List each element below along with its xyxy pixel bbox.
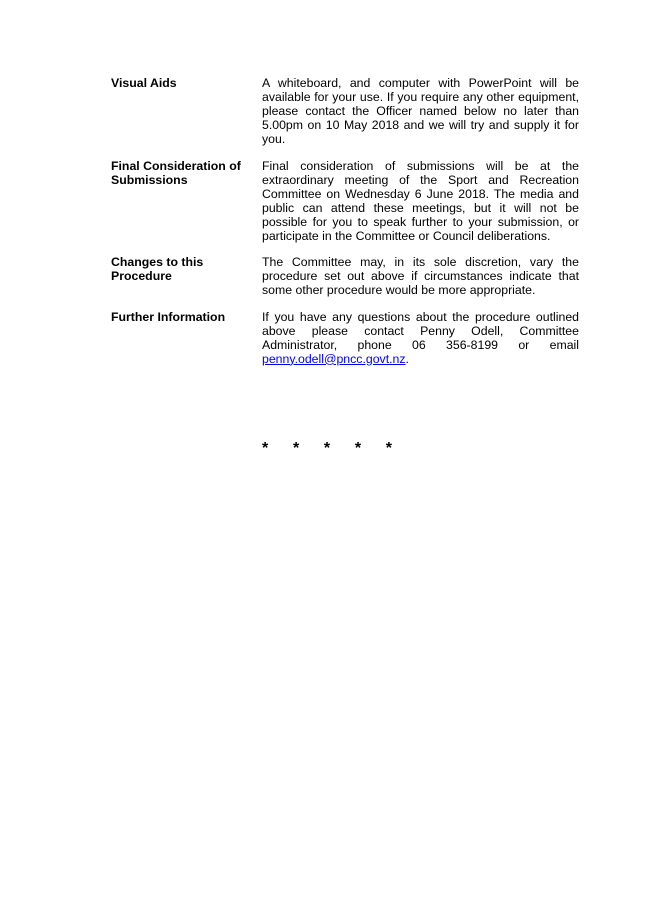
- separator-star: *: [262, 440, 269, 457]
- separator-star: *: [323, 440, 331, 457]
- end-separator: [262, 440, 392, 458]
- label-line-2: Submissions: [111, 172, 188, 187]
- section-text-final-consideration: Final consideration of submissions will be at the extraordinary meeting of the Sport and Recreation Committee on Wednesday 6 June 2018. The media and public can attend these meetings, but it will not be possible for you to speak further to your submission, or participate in the Committee or Council deliberations.: [262, 159, 579, 243]
- section-label-visual-aids: Visual Aids: [111, 76, 177, 90]
- separator-star: *: [354, 440, 362, 457]
- section-label-changes: [111, 256, 251, 284]
- separator-star: *: [385, 440, 392, 457]
- section-text-changes: The Committee may, in its sole discretion, vary the procedure set out above if circumstances indicate that some other procedure would be more appropriate.: [262, 255, 579, 297]
- separator-star: *: [292, 440, 300, 457]
- section-label-final-consideration: [111, 160, 251, 188]
- further-info-text: If you have any questions about the procedure outlined above please contact Penny Odell, Committee Administrator, phone 06 356-8199 or email: [262, 310, 579, 352]
- trailing-period: .: [405, 351, 409, 366]
- section-text-further-information: [262, 311, 579, 367]
- email-link[interactable]: penny.odell@pncc.govt.nz: [262, 351, 406, 366]
- label-line-1: Final Consideration of: [111, 159, 241, 173]
- section-label-further-information: Further Information: [111, 310, 226, 324]
- section-text-visual-aids: A whiteboard, and computer with PowerPoint will be available for your use. If you require any other equipment, please contact the Officer named below no later than 5.00pm on 10 May 2018 and we will try and supply it for you.: [262, 76, 579, 146]
- label-line-2: Procedure: [111, 268, 172, 283]
- label-line-1: Changes to this: [111, 255, 204, 269]
